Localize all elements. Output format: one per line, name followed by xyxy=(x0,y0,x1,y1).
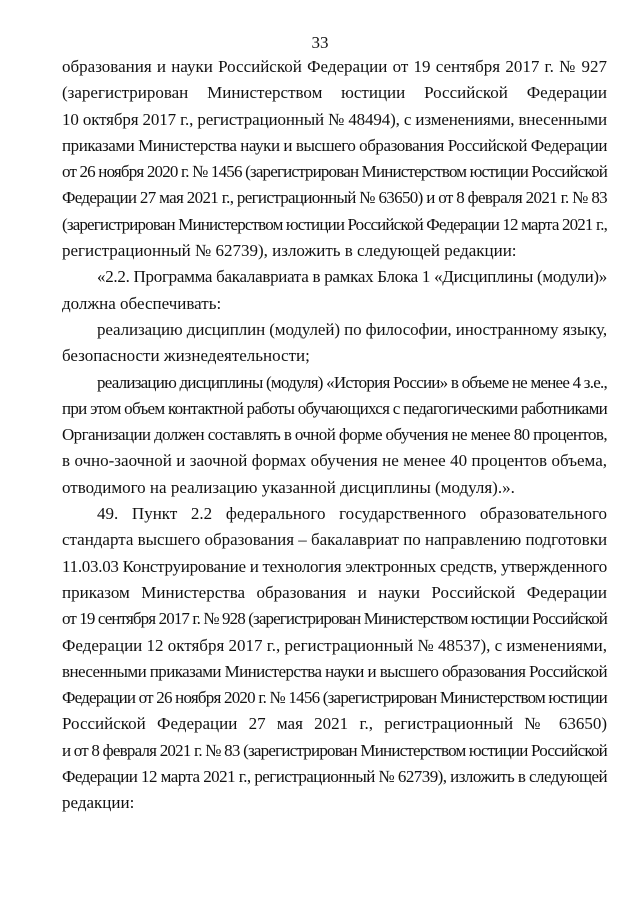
text-line-11: реализацию дисциплин (модулей) по философии, иностранному языку, xyxy=(97,319,607,339)
text-line-1: образования и науки Российской Федерации от 19 сентября 2017 г. № 927 xyxy=(62,57,607,76)
text-line-2: (зарегистрирован Министерством юстиции Российской Федерации xyxy=(62,83,607,103)
text-line-8: регистрационный № 62739), изложить в следующей редакции: xyxy=(62,241,517,261)
text-line-29: редакции: xyxy=(62,793,135,813)
text-line-5: от 26 ноября 2020 г. № 1456 (зарегистрирован Министерством юстиции Российской xyxy=(62,162,608,182)
text-line-12: безопасности жизнедеятельности; xyxy=(62,346,310,366)
document-body xyxy=(62,54,607,817)
text-line-27: и от 8 февраля 2021 г. № 83 (зарегистрирован Министерством юстиции Российской xyxy=(62,740,607,760)
page-number: 33 xyxy=(311,33,329,52)
text-line-20: 11.03.03 Конструирование и технология электронных средств, утвержденного xyxy=(62,556,607,576)
text-line-25: Федерации от 26 ноября 2020 г. № 1456 (зарегистрирован Министерством юстиции xyxy=(62,688,607,708)
text-line-18: 49. Пункт 2.2 федерального государственного образовательного xyxy=(97,504,607,524)
text-line-17: отводимого на реализацию указанной дисциплины (модуля).». xyxy=(62,477,515,497)
text-line-13: реализацию дисциплины (модуля) «История России» в объеме не менее 4 з.е., xyxy=(97,372,607,392)
text-line-15: Организации должен составлять в очной форме обучения не менее 80 процентов, xyxy=(62,425,607,445)
text-line-21: приказом Министерства образования и науки Российской Федерации xyxy=(62,582,607,602)
text-line-6: Федерации 27 мая 2021 г., регистрационный № 63650) и от 8 февраля 2021 г. № 83 xyxy=(62,188,608,208)
text-line-24: внесенными приказами Министерства науки и высшего образования Российской xyxy=(62,661,607,681)
text-line-28: Федерации 12 марта 2021 г., регистрационный № 62739), изложить в следующей xyxy=(62,767,608,787)
text-line-3: 10 октября 2017 г., регистрационный № 48494), с изменениями, внесенными xyxy=(62,109,607,129)
text-line-22: от 19 сентября 2017 г. № 928 (зарегистрирован Министерством юстиции Российской xyxy=(62,609,608,629)
text-line-23: Федерации 12 октября 2017 г., регистрационный № 48537), с изменениями, xyxy=(62,635,607,655)
text-line-19: стандарта высшего образования – бакалавриат по направлению подготовки xyxy=(62,530,608,550)
text-line-10: должна обеспечивать: xyxy=(62,293,222,313)
text-line-14: при этом объем контактной работы обучающихся с педагогическими работниками xyxy=(62,398,607,418)
text-line-16: в очно-заочной и заочной формах обучения не менее 40 процентов объема, xyxy=(62,451,607,471)
text-line-7: (зарегистрирован Министерством юстиции Российской Федерации 12 марта 2021 г., xyxy=(62,214,608,234)
text-line-26: Российской Федерации 27 мая 2021 г., регистрационный № 63650) xyxy=(62,714,607,734)
text-line-9: «2.2. Программа бакалавриата в рамках Блока 1 «Дисциплины (модули)» xyxy=(97,267,607,287)
text-line-4: приказами Министерства науки и высшего образования Российской Федерации xyxy=(62,135,607,155)
